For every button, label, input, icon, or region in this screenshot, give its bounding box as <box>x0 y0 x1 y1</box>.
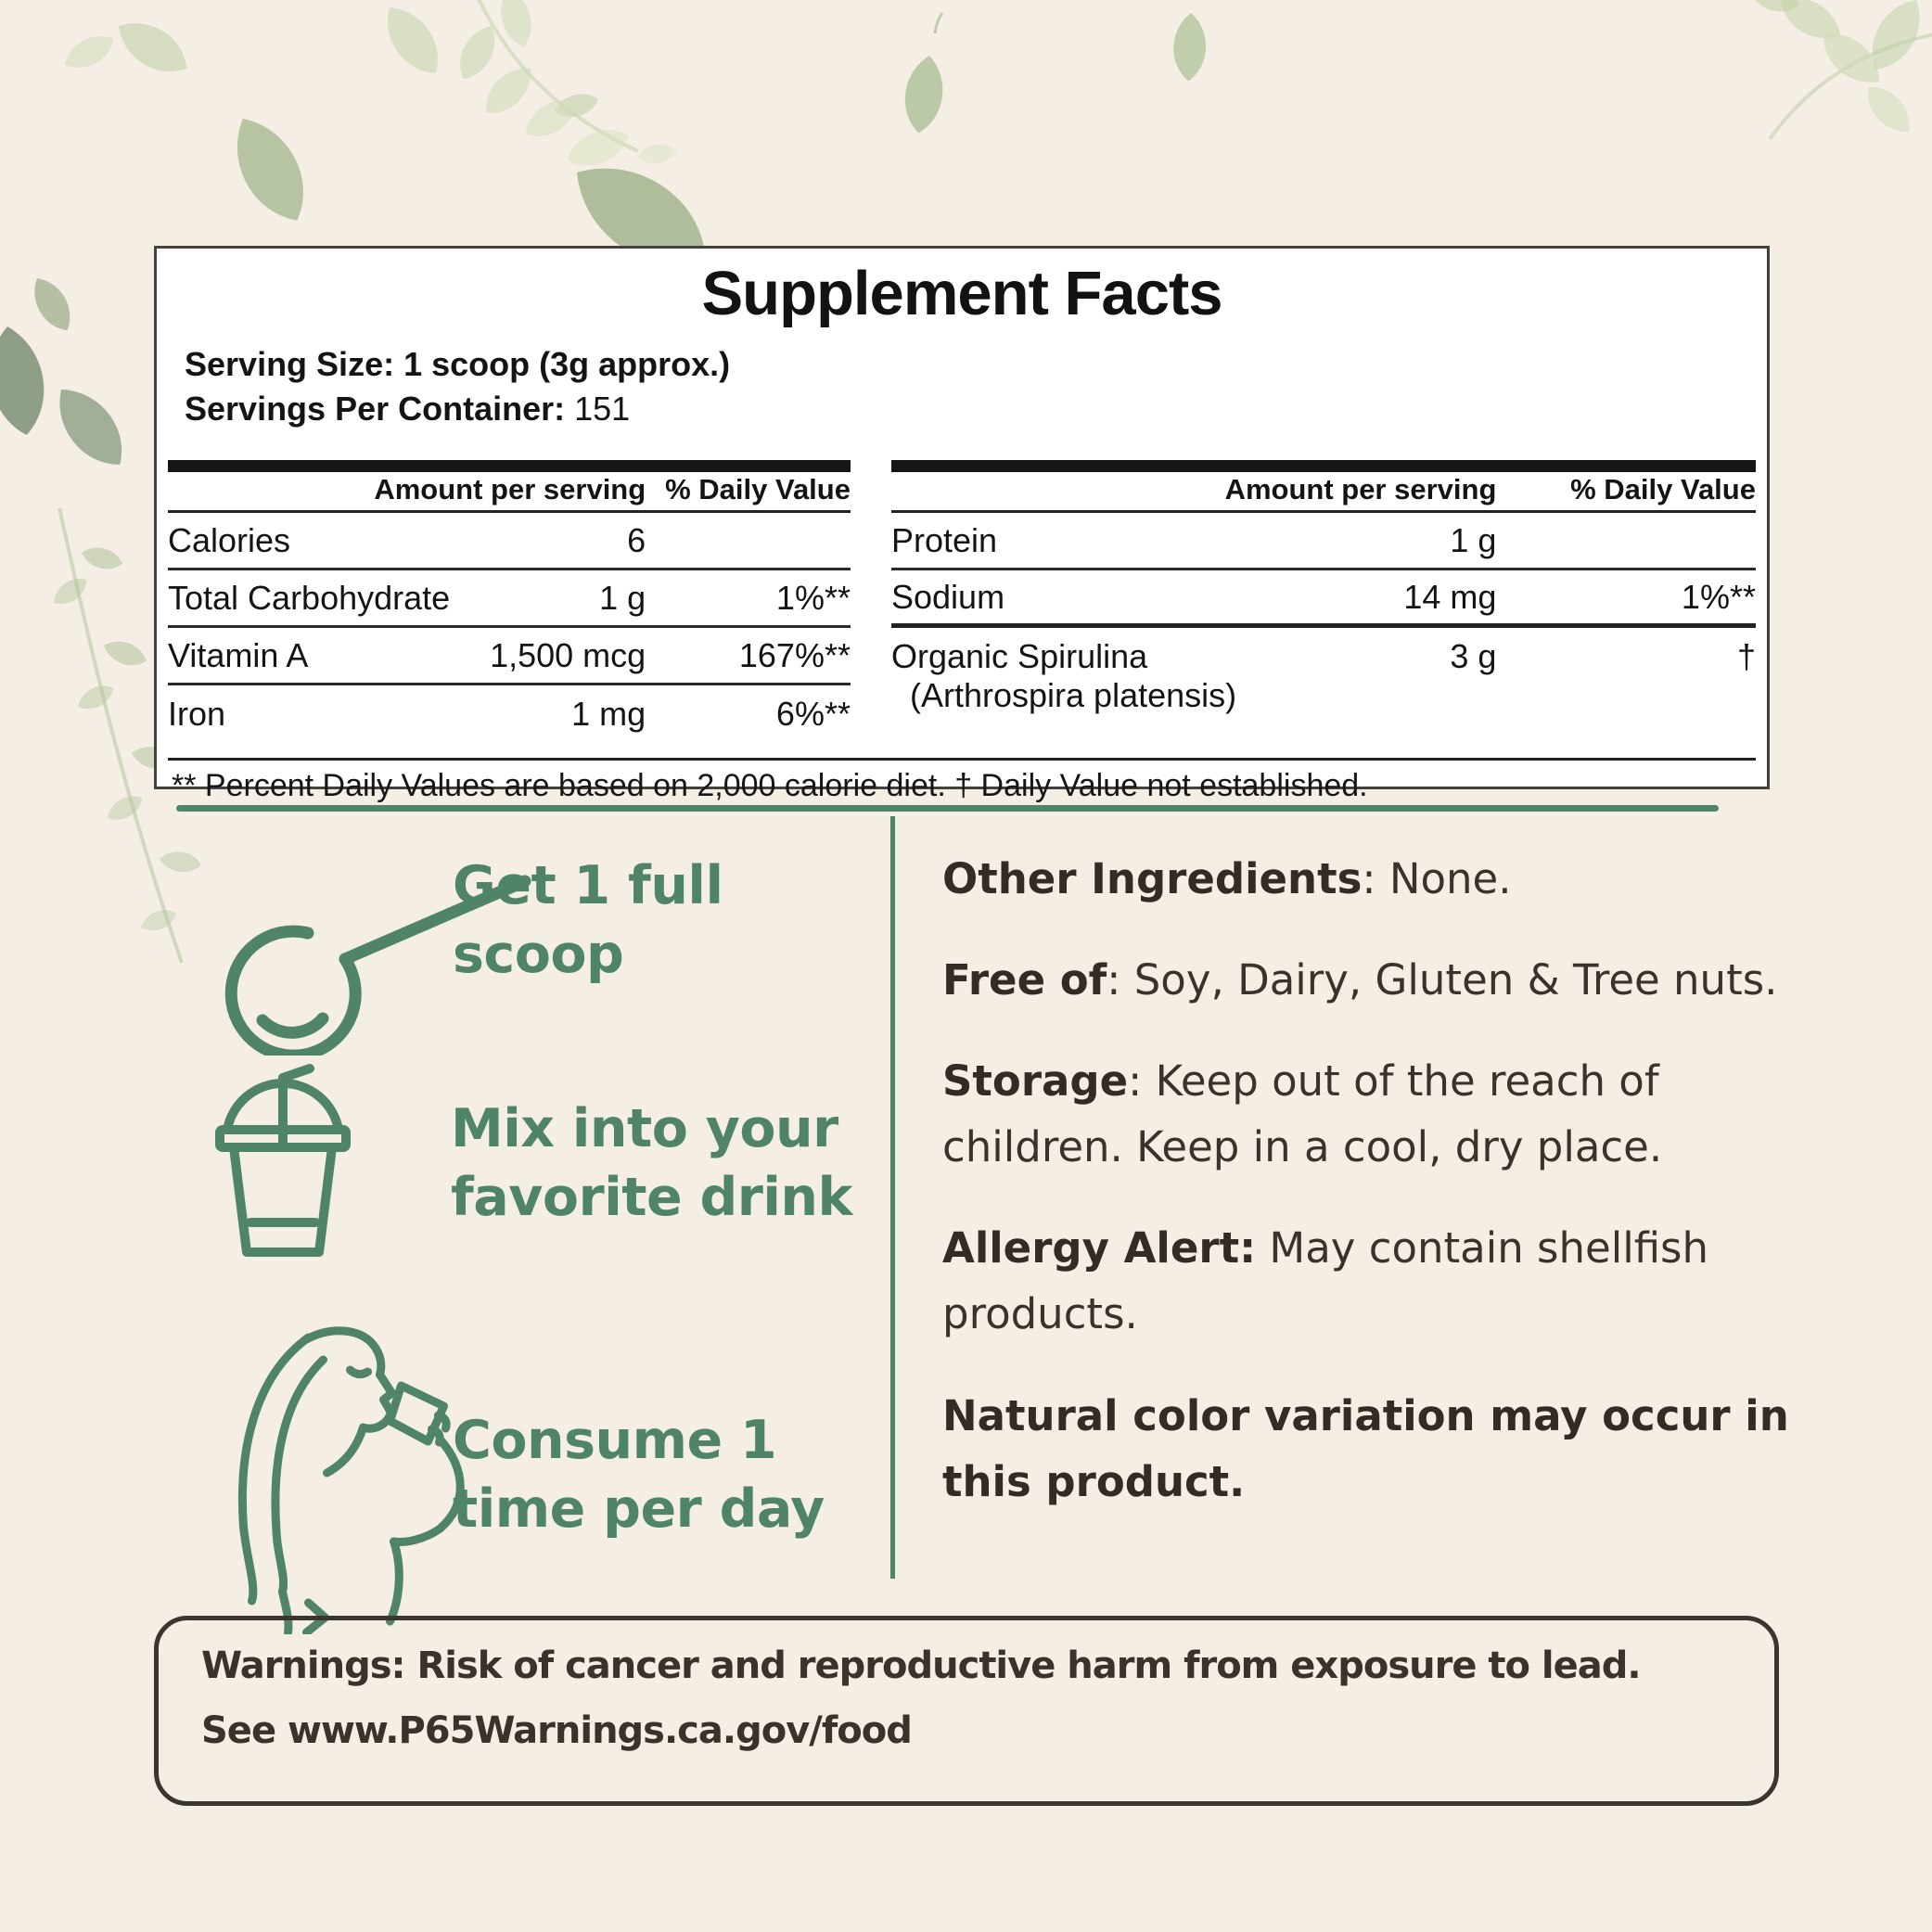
table-header <box>168 472 851 513</box>
warnings-url: See www.P65Warnings.ca.gov/food <box>201 1709 912 1752</box>
free-of-paragraph: Free of: Soy, Dairy, Gluten & Tree nuts. <box>942 955 1778 1005</box>
table-top-bar <box>891 460 1756 472</box>
daily-value-footnote: ** Percent Daily Values are based on 2,000 calorie diet. † Daily Value not established. <box>172 768 1368 803</box>
table-top-bar <box>168 460 851 472</box>
serving-size-label: Serving Size: <box>185 345 395 383</box>
table-row: Total Carbohydrate 1 g 1%** <box>168 570 851 628</box>
table-row: Iron 1 mg 6%** <box>168 695 851 733</box>
info-column <box>942 846 1796 1550</box>
other-ingredients-paragraph: Other Ingredients: None. <box>942 854 1512 903</box>
cup-icon <box>204 1050 362 1277</box>
dv-header: % Daily Value <box>665 473 851 505</box>
dv-header: % Daily Value <box>1570 473 1756 505</box>
storage-paragraph: Storage: Keep out of the reach of children. Keep in a cool, dry place. <box>942 1056 1663 1172</box>
amount-header: Amount per serving <box>1224 473 1497 505</box>
warnings-box <box>154 1616 1779 1806</box>
serving-size-line <box>185 345 730 384</box>
servings-per-container-value: 151 <box>574 390 631 428</box>
warnings-line: Warnings: Risk of cancer and reproductive harm from exposure to lead. <box>201 1644 1641 1687</box>
table-header <box>891 472 1756 513</box>
instruction-mix-label: Mix into your favorite drink <box>451 1098 852 1229</box>
table-row: Calories 6 <box>168 513 851 570</box>
footnote-divider <box>168 758 1756 761</box>
instruction-scoop-label: Get 1 full scoop <box>453 855 723 986</box>
nutrition-table-left <box>168 460 851 743</box>
servings-per-container-label: Servings Per Container: <box>185 390 566 428</box>
warnings-label: Warnings: <box>201 1644 405 1687</box>
amount-header: Amount per serving <box>374 473 646 505</box>
horizontal-divider <box>176 805 1719 812</box>
table-row: Sodium 14 mg 1%** <box>891 570 1756 628</box>
allergy-alert-paragraph: Allergy Alert: May contain shellfish products. <box>942 1223 1709 1339</box>
table-row: Organic Spirulina (Arthrospira platensis) 3 g † <box>891 637 1756 714</box>
instruction-consume-label: Consume 1 time per day <box>453 1410 825 1541</box>
panel-title: Supplement Facts <box>701 259 1222 328</box>
nutrition-table-right <box>891 460 1756 743</box>
table-row: Vitamin A 1,500 mcg 167%** <box>168 628 851 685</box>
servings-per-container-line <box>185 390 630 429</box>
table-row: Protein 1 g <box>891 513 1756 570</box>
supplement-facts-panel <box>154 246 1770 803</box>
color-variation-paragraph: Natural color variation may occur in this product. <box>942 1390 1789 1506</box>
serving-size-value: 1 scoop (3g approx.) <box>403 345 731 383</box>
